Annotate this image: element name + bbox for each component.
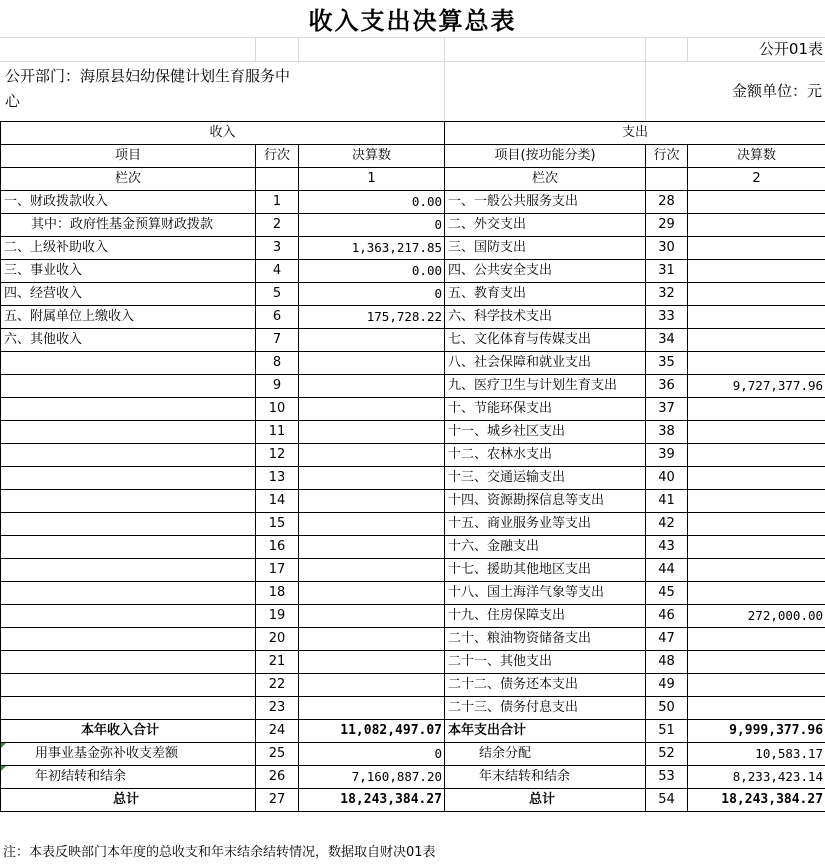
expense-amount xyxy=(688,467,825,490)
col-header-income-row: 行次 xyxy=(256,145,299,168)
total-income-amount: 0 xyxy=(299,743,445,766)
expense-item: 十、节能环保支出 xyxy=(445,398,646,421)
expense-row-number: 45 xyxy=(646,582,688,605)
income-row-number: 21 xyxy=(256,651,299,674)
income-row-number: 23 xyxy=(256,697,299,720)
expense-amount xyxy=(688,260,825,283)
expense-amount xyxy=(688,352,825,375)
expense-amount xyxy=(688,237,825,260)
income-item xyxy=(1,421,256,444)
table-row xyxy=(1,329,825,352)
income-item xyxy=(1,559,256,582)
income-amount: 0 xyxy=(299,283,445,306)
expense-row-number: 36 xyxy=(646,375,688,398)
income-row-number: 5 xyxy=(256,283,299,306)
income-item xyxy=(1,444,256,467)
table-row xyxy=(1,582,825,605)
income-row-number: 14 xyxy=(256,490,299,513)
footnote: 注：本表反映部门本年度的总收支和年末结余结转情况，数据取自财决01表 xyxy=(3,845,436,860)
col-header-expense-amount: 决算数 xyxy=(688,145,825,168)
expense-amount xyxy=(688,490,825,513)
income-row-number: 4 xyxy=(256,260,299,283)
cell-warning-indicator xyxy=(1,743,6,748)
form-code: 公开01表 xyxy=(758,40,823,58)
total-income-item: 本年收入合计 xyxy=(1,720,256,743)
table-row xyxy=(1,444,825,467)
income-row-number: 10 xyxy=(256,398,299,421)
income-amount xyxy=(299,352,445,375)
income-item: 五、附属单位上缴收入 xyxy=(1,306,256,329)
expense-amount xyxy=(688,559,825,582)
col-header-expense-row: 行次 xyxy=(646,145,688,168)
income-amount xyxy=(299,467,445,490)
income-amount xyxy=(299,490,445,513)
total-row xyxy=(1,743,825,766)
gridline xyxy=(645,37,646,121)
summary-table xyxy=(0,121,825,812)
table-row xyxy=(1,559,825,582)
expense-item: 十九、住房保障支出 xyxy=(445,605,646,628)
amount-unit: 金额单位：元 xyxy=(731,82,822,100)
expense-amount xyxy=(688,329,825,352)
expense-item: 十二、农林水支出 xyxy=(445,444,646,467)
table-row xyxy=(1,191,825,214)
income-amount xyxy=(299,674,445,697)
income-amount xyxy=(299,398,445,421)
table-row xyxy=(1,237,825,260)
total-expense-amount: 18,243,384.27 xyxy=(688,789,825,812)
income-amount xyxy=(299,582,445,605)
expense-row-number: 44 xyxy=(646,559,688,582)
income-amount: 1,363,217.85 xyxy=(299,237,445,260)
table-row xyxy=(1,260,825,283)
report-title: 收入支出决算总表 xyxy=(308,7,517,35)
income-item xyxy=(1,467,256,490)
total-expense-item: 年末结转和结余 xyxy=(445,766,646,789)
expense-item: 九、医疗卫生与计划生育支出 xyxy=(445,375,646,398)
income-row-number: 17 xyxy=(256,559,299,582)
income-amount xyxy=(299,605,445,628)
income-amount xyxy=(299,536,445,559)
table-row xyxy=(1,490,825,513)
expense-amount xyxy=(688,444,825,467)
expense-row-number: 50 xyxy=(646,697,688,720)
income-amount xyxy=(299,421,445,444)
total-expense-row-number: 53 xyxy=(646,766,688,789)
expense-item: 十八、国土海洋气象等支出 xyxy=(445,582,646,605)
expense-amount xyxy=(688,283,825,306)
income-item xyxy=(1,628,256,651)
table-row xyxy=(1,375,825,398)
income-row-number: 6 xyxy=(256,306,299,329)
column-label-right: 栏次 xyxy=(445,168,646,191)
expense-item: 七、文化体育与传媒支出 xyxy=(445,329,646,352)
table-row xyxy=(1,283,825,306)
income-row-number: 13 xyxy=(256,467,299,490)
column-number-left: 1 xyxy=(299,168,445,191)
income-amount: 175,728.22 xyxy=(299,306,445,329)
department-label: 公开部门：海原县妇幼保健计划生育服务中心 xyxy=(5,67,291,110)
expense-item: 三、国防支出 xyxy=(445,237,646,260)
total-row xyxy=(1,789,825,812)
expense-amount xyxy=(688,214,825,237)
expense-item: 二十一、其他支出 xyxy=(445,651,646,674)
total-income-row-number: 26 xyxy=(256,766,299,789)
expense-item: 十五、商业服务业等支出 xyxy=(445,513,646,536)
expense-item: 五、教育支出 xyxy=(445,283,646,306)
income-item xyxy=(1,605,256,628)
expense-amount xyxy=(688,306,825,329)
income-item: 其中：政府性基金预算财政拨款 xyxy=(1,214,256,237)
income-section-header: 收入 xyxy=(1,122,445,145)
expense-item: 一、一般公共服务支出 xyxy=(445,191,646,214)
income-row-number: 7 xyxy=(256,329,299,352)
cell-warning-indicator xyxy=(1,766,6,771)
income-item: 六、其他收入 xyxy=(1,329,256,352)
expense-amount xyxy=(688,674,825,697)
income-row-number: 20 xyxy=(256,628,299,651)
expense-row-number: 32 xyxy=(646,283,688,306)
income-amount xyxy=(299,651,445,674)
expense-amount xyxy=(688,513,825,536)
expense-amount xyxy=(688,421,825,444)
expense-row-number: 41 xyxy=(646,490,688,513)
income-row-number: 2 xyxy=(256,214,299,237)
expense-row-number: 42 xyxy=(646,513,688,536)
column-number-right: 2 xyxy=(688,168,825,191)
total-expense-amount: 10,583.17 xyxy=(688,743,825,766)
income-amount xyxy=(299,559,445,582)
col-header-income-amount: 决算数 xyxy=(299,145,445,168)
income-row-number: 3 xyxy=(256,237,299,260)
income-row-number: 8 xyxy=(256,352,299,375)
col-header-expense-item: 项目(按功能分类) xyxy=(445,145,646,168)
expense-item: 十六、金融支出 xyxy=(445,536,646,559)
gridline xyxy=(255,37,256,61)
expense-amount: 272,000.00 xyxy=(688,605,825,628)
expense-row-number: 33 xyxy=(646,306,688,329)
expense-row-number: 46 xyxy=(646,605,688,628)
expense-row-number: 34 xyxy=(646,329,688,352)
table-row xyxy=(1,306,825,329)
income-amount xyxy=(299,697,445,720)
expense-section-header: 支出 xyxy=(445,122,825,145)
income-amount: 0.00 xyxy=(299,260,445,283)
table-row xyxy=(1,352,825,375)
total-expense-amount: 9,999,377.96 xyxy=(688,720,825,743)
income-item xyxy=(1,536,256,559)
income-item xyxy=(1,398,256,421)
total-row xyxy=(1,766,825,789)
total-expense-row-number: 52 xyxy=(646,743,688,766)
income-amount xyxy=(299,375,445,398)
empty-cell xyxy=(256,168,299,191)
expense-item: 二十三、债务付息支出 xyxy=(445,697,646,720)
expense-amount: 9,727,377.96 xyxy=(688,375,825,398)
expense-item: 四、公共安全支出 xyxy=(445,260,646,283)
table-row xyxy=(1,628,825,651)
expense-amount xyxy=(688,582,825,605)
column-label-left: 栏次 xyxy=(1,168,256,191)
income-item xyxy=(1,582,256,605)
table-row xyxy=(1,467,825,490)
expense-row-number: 40 xyxy=(646,467,688,490)
total-income-row-number: 25 xyxy=(256,743,299,766)
table-row xyxy=(1,214,825,237)
col-header-income-item: 项目 xyxy=(1,145,256,168)
total-income-amount: 7,160,887.20 xyxy=(299,766,445,789)
expense-item: 六、科学技术支出 xyxy=(445,306,646,329)
expense-row-number: 43 xyxy=(646,536,688,559)
expense-row-number: 29 xyxy=(646,214,688,237)
total-income-item: 用事业基金弥补收支差额 xyxy=(1,743,256,766)
table-row xyxy=(1,605,825,628)
expense-item: 二十、粮油物资储备支出 xyxy=(445,628,646,651)
total-expense-item: 结余分配 xyxy=(445,743,646,766)
income-row-number: 19 xyxy=(256,605,299,628)
income-item xyxy=(1,490,256,513)
income-item xyxy=(1,674,256,697)
table-row xyxy=(1,536,825,559)
gridline xyxy=(687,37,688,61)
gridline xyxy=(0,61,825,62)
income-row-number: 1 xyxy=(256,191,299,214)
income-amount xyxy=(299,628,445,651)
income-row-number: 16 xyxy=(256,536,299,559)
total-expense-item: 总计 xyxy=(445,789,646,812)
total-income-amount: 18,243,384.27 xyxy=(299,789,445,812)
table-row xyxy=(1,398,825,421)
expense-amount xyxy=(688,628,825,651)
income-row-number: 12 xyxy=(256,444,299,467)
income-item: 三、事业收入 xyxy=(1,260,256,283)
total-income-item: 总计 xyxy=(1,789,256,812)
income-item xyxy=(1,352,256,375)
income-amount: 0.00 xyxy=(299,191,445,214)
income-item xyxy=(1,513,256,536)
expense-amount xyxy=(688,191,825,214)
expense-row-number: 35 xyxy=(646,352,688,375)
total-income-row-number: 24 xyxy=(256,720,299,743)
expense-row-number: 31 xyxy=(646,260,688,283)
income-item xyxy=(1,651,256,674)
expense-amount xyxy=(688,697,825,720)
gridline xyxy=(298,37,299,61)
income-item: 一、财政拨款收入 xyxy=(1,191,256,214)
table-row xyxy=(1,674,825,697)
expense-row-number: 28 xyxy=(646,191,688,214)
expense-item: 十四、资源勘探信息等支出 xyxy=(445,490,646,513)
total-row xyxy=(1,720,825,743)
expense-item: 十一、城乡社区支出 xyxy=(445,421,646,444)
income-amount xyxy=(299,444,445,467)
expense-amount xyxy=(688,651,825,674)
income-amount xyxy=(299,329,445,352)
table-row xyxy=(1,651,825,674)
expense-row-number: 37 xyxy=(646,398,688,421)
income-row-number: 15 xyxy=(256,513,299,536)
total-income-amount: 11,082,497.07 xyxy=(299,720,445,743)
expense-item: 十七、援助其他地区支出 xyxy=(445,559,646,582)
income-amount xyxy=(299,513,445,536)
income-item: 四、经营收入 xyxy=(1,283,256,306)
expense-row-number: 38 xyxy=(646,421,688,444)
table-row xyxy=(1,697,825,720)
expense-item: 二、外交支出 xyxy=(445,214,646,237)
gridline xyxy=(444,37,445,121)
total-income-row-number: 27 xyxy=(256,789,299,812)
income-item xyxy=(1,375,256,398)
table-row xyxy=(1,513,825,536)
total-expense-item: 本年支出合计 xyxy=(445,720,646,743)
income-item: 二、上级补助收入 xyxy=(1,237,256,260)
total-expense-row-number: 51 xyxy=(646,720,688,743)
income-row-number: 22 xyxy=(256,674,299,697)
expense-row-number: 30 xyxy=(646,237,688,260)
income-row-number: 18 xyxy=(256,582,299,605)
total-income-item: 年初结转和结余 xyxy=(1,766,256,789)
expense-row-number: 39 xyxy=(646,444,688,467)
income-row-number: 9 xyxy=(256,375,299,398)
expense-item: 二十二、债务还本支出 xyxy=(445,674,646,697)
expense-amount xyxy=(688,536,825,559)
income-amount: 0 xyxy=(299,214,445,237)
table-row xyxy=(1,421,825,444)
total-expense-amount: 8,233,423.14 xyxy=(688,766,825,789)
income-item xyxy=(1,697,256,720)
expense-item: 十三、交通运输支出 xyxy=(445,467,646,490)
total-expense-row-number: 54 xyxy=(646,789,688,812)
expense-item: 八、社会保障和就业支出 xyxy=(445,352,646,375)
empty-cell xyxy=(646,168,688,191)
expense-row-number: 49 xyxy=(646,674,688,697)
expense-row-number: 48 xyxy=(646,651,688,674)
expense-amount xyxy=(688,398,825,421)
expense-row-number: 47 xyxy=(646,628,688,651)
income-row-number: 11 xyxy=(256,421,299,444)
